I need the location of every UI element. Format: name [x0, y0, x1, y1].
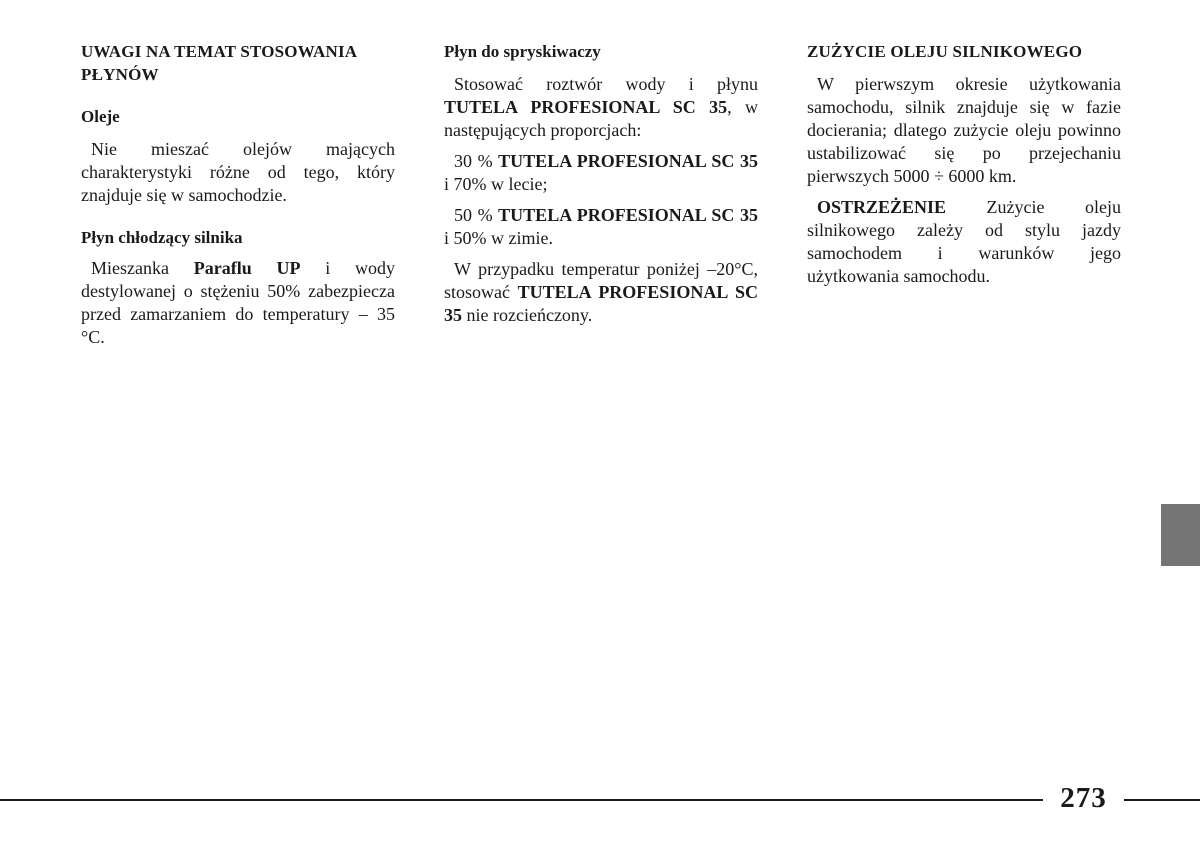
paragraph-coolant [81, 257, 395, 349]
paragraph-oils: Nie mieszać olejów mających charakterystyki różne od tego, który znajduje się w samochodzie. [81, 139, 395, 205]
coolant-text-post: i wody destylowanej o stężeniu 50% zabezpiecza przed zamarzaniem do temperatury – 35 °C. [81, 258, 396, 347]
paragraph-washer-summer [444, 150, 758, 196]
column-fluids-usage [81, 40, 395, 349]
column-washer-fluid [444, 40, 758, 327]
column-engine-oil-consumption [807, 40, 1121, 288]
washer-winter-post: i 50% w zimie. [444, 228, 553, 248]
section-heading-engine-oil-consumption: ZUŻYCIE OLEJU SILNIKOWEGO [807, 42, 1083, 61]
paragraph-washer-intro [444, 73, 758, 142]
washer-summer-post: i 70% w lecie; [444, 174, 548, 194]
section-heading-washer-fluid: Płyn do spryskiwaczy [444, 42, 601, 61]
subheading-coolant: Płyn chłodzący silnika [81, 228, 243, 247]
section-thumb-tab [1161, 504, 1200, 566]
paragraph-washer-winter [444, 204, 758, 250]
coolant-text-pre: Mieszanka [91, 258, 194, 278]
washer-winter-product: TUTELA PROFESIONAL SC 35 [498, 205, 758, 225]
washer-low-temp-pre: W przypadku temperatur poniżej –20°C, stosować [444, 259, 758, 302]
washer-summer-pre: 30 % [454, 151, 499, 171]
washer-low-temp-product: TUTELA PROFESIONAL SC 35 [444, 282, 758, 325]
warning-label: OSTRZEŻENIE [817, 197, 947, 217]
washer-summer-product: TUTELA PROFESIONAL SC 35 [498, 151, 758, 171]
washer-low-temp-post: nie rozcieńczony. [462, 305, 593, 325]
coolant-product-name: Paraflu UP [193, 258, 301, 278]
warning-text: Zużycie oleju silnikowego zależy od stylu jazdy samochodem i warunków jego użytkowania samochodu. [807, 197, 1121, 286]
paragraph-break-in: W pierwszym okresie użytkowania samochodu, silnik znajduje się w fazie docierania; dlatego zużycie oleju powinno ustabilizować się po przejechaniu pierwszych 5000 ÷ 6000 km. [807, 74, 1121, 186]
paragraph-warning [807, 196, 1121, 288]
washer-winter-pre: 50 % [454, 205, 499, 225]
washer-intro-pre: Stosować roztwór wody i płynu [454, 74, 758, 94]
subheading-oils: Oleje [81, 107, 120, 126]
paragraph-washer-low-temp [444, 258, 758, 327]
footer-rule-right [1124, 799, 1200, 801]
washer-intro-product: TUTELA PROFESIONAL SC 35 [444, 97, 728, 117]
washer-intro-post: , w następujących proporcjach: [444, 97, 758, 140]
page-number: 273 [1060, 782, 1107, 814]
footer-rule-left [0, 799, 1043, 801]
section-heading-fluids-usage: UWAGI NA TEMAT STOSOWANIA PŁYNÓW [81, 42, 357, 84]
